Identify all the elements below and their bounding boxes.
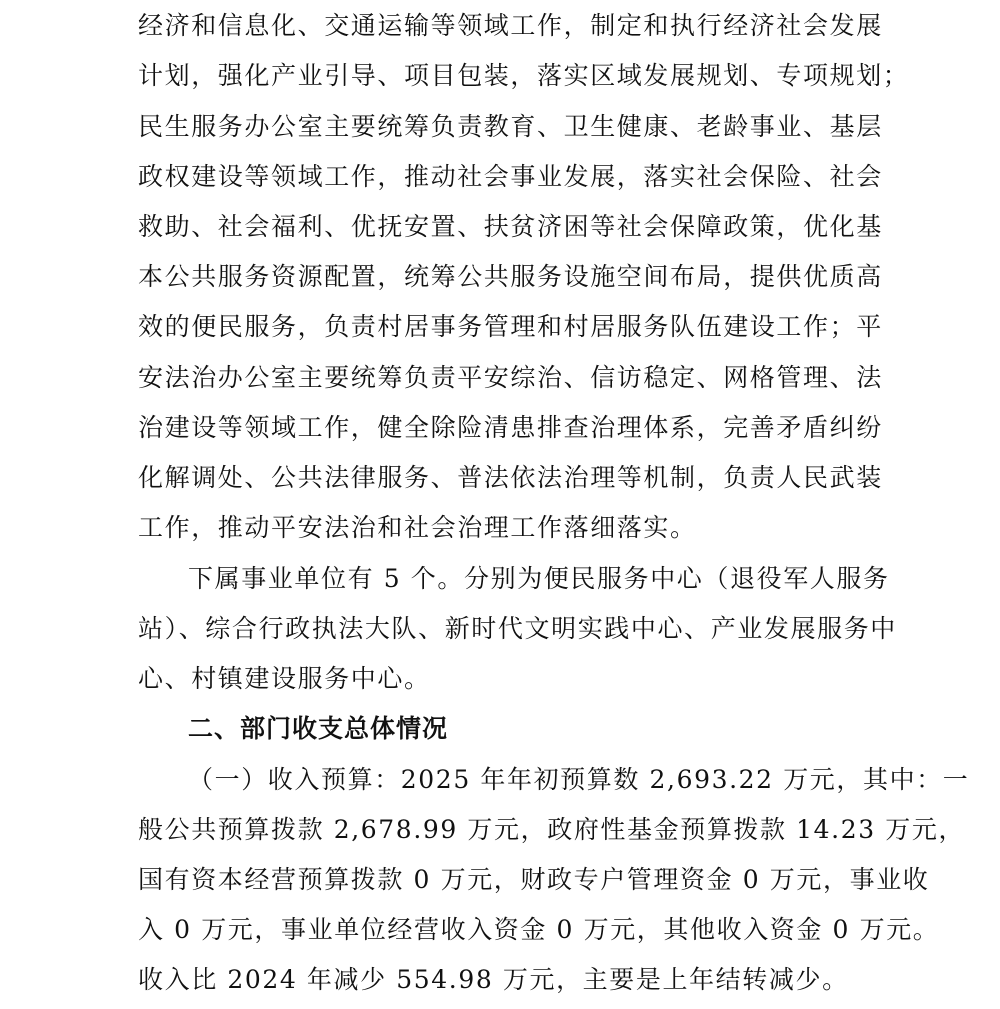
body-text-line: 救助、社会福利、优抚安置、扶贫济困等社会保障政策，优化基 <box>138 212 883 241</box>
section-heading: 二、部门收支总体情况 <box>188 714 449 743</box>
paragraph-first-line: （一）收入预算：2025 年年初预算数 2,693.22 万元，其中：一 <box>188 765 970 794</box>
body-text-line: 心、村镇建设服务中心。 <box>138 664 431 693</box>
body-text-line: 效的便民服务，负责村居事务管理和村居服务队伍建设工作；平 <box>138 312 883 341</box>
body-text-line: 政权建设等领域工作，推动社会事业发展，落实社会保险、社会 <box>138 162 883 191</box>
body-text-line: 本公共服务资源配置，统筹公共服务设施空间布局，提供优质高 <box>138 262 883 291</box>
body-text-line: 国有资本经营预算拨款 0 万元，财政专户管理资金 0 万元，事业收 <box>138 865 930 894</box>
body-text-line: 计划，强化产业引导、项目包装，落实区域发展规划、专项规划； <box>138 61 910 90</box>
body-text-line: 民生服务办公室主要统筹负责教育、卫生健康、老龄事业、基层 <box>138 112 883 141</box>
body-text-line: 般公共预算拨款 2,678.99 万元，政府性基金预算拨款 14.23 万元， <box>138 815 966 844</box>
body-text-line: 化解调处、公共法律服务、普法依法治理等机制，负责人民武装 <box>138 463 883 492</box>
body-text-line: 治建设等领域工作，健全除险清患排查治理体系，完善矛盾纠纷 <box>138 413 883 442</box>
body-text-line: 安法治办公室主要统筹负责平安综治、信访稳定、网格管理、法 <box>138 363 883 392</box>
paragraph-first-line: 下属事业单位有 5 个。分别为便民服务中心（退役军人服务 <box>188 564 890 593</box>
body-text-line: 工作，推动平安法治和社会治理工作落细落实。 <box>138 513 697 542</box>
body-text-line: 经济和信息化、交通运输等领域工作，制定和执行经济社会发展 <box>138 11 883 40</box>
body-text-line: 入 0 万元，事业单位经营收入资金 0 万元，其他收入资金 0 万元。 <box>138 915 940 944</box>
body-text-line: 站）、综合行政执法大队、新时代文明实践中心、产业发展服务中 <box>138 614 897 643</box>
body-text-line: 收入比 2024 年减少 554.98 万元，主要是上年结转减少。 <box>138 965 849 994</box>
